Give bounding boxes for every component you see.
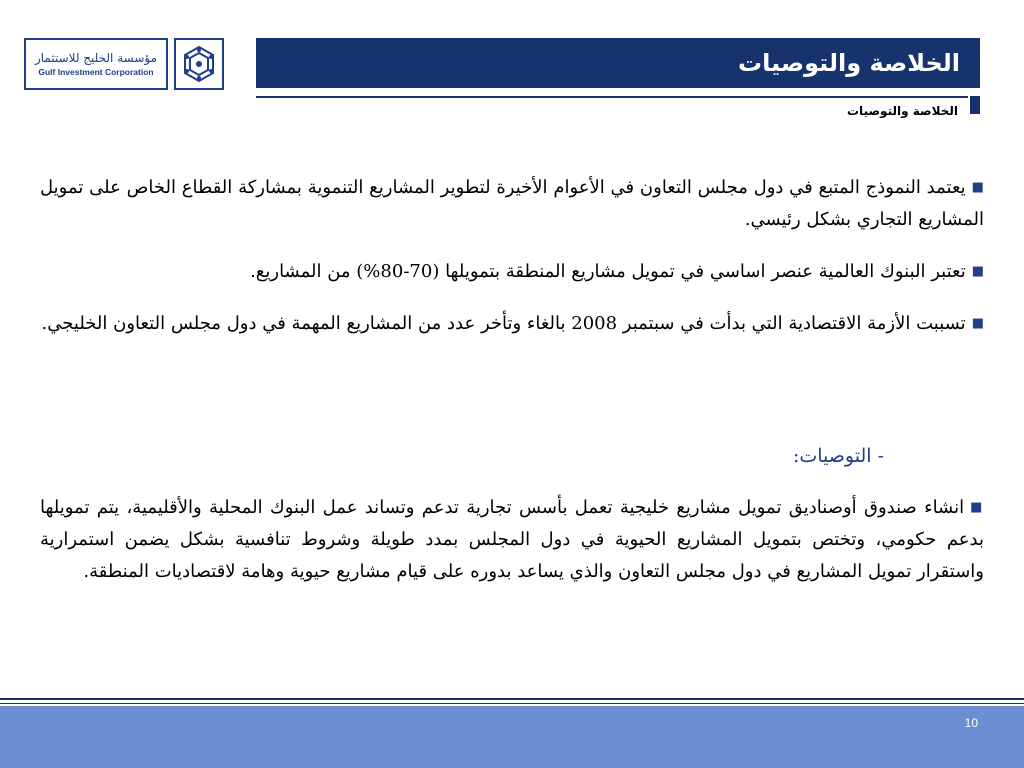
bullet-text: يعتمد النموذج المتبع في دول مجلس التعاون في الأعوام الأخيرة لتطوير المشاريع التنموية بمشاركة القطاع الخاص على تمويل المشاريع التجاري بشكل رئيسي. — [40, 177, 984, 230]
list-item — [40, 308, 984, 340]
summary-list — [40, 172, 984, 236]
recommendation-text: انشاء صندوق أوصناديق تمويل مشاريع خليجية تعمل بأسس تجارية تدعم وتساند عمل البنوك المحلية والأقليمية، يتم تمويلها بدعم حكومي، وتختص بتمويل المشاريع الحيوية في دول المجلس بمدد طويلة وشروط تنافسية بشكل يضمن استمرارية واستقرار تمويل المشاريع في دول مجلس التعاون والذي يساعد بدوره على قيام مشاريع حيوية وهامة لاقتصاديات المنطقة. — [40, 497, 984, 582]
page-title: الخلاصة والتوصيات — [738, 49, 960, 77]
section-subtitle: الخلاصة والتوصيات — [847, 104, 958, 118]
header-divider — [256, 96, 968, 98]
square-bullet-icon: ■ — [970, 500, 984, 515]
square-bullet-icon: ■ — [971, 264, 984, 279]
bullet-text: تعتبر البنوك العالمية عنصر اساسي في تمويل مشاريع المنطقة بتمويلها (70-80%) من المشاريع. — [250, 261, 966, 282]
footer-band — [0, 706, 1024, 768]
square-bullet-icon: ■ — [971, 316, 984, 331]
logo-arabic-name: مؤسسة الخليج للاستثمار — [34, 51, 158, 65]
list-item — [40, 256, 984, 288]
header-bar — [256, 38, 980, 88]
header-accent-square — [970, 96, 980, 114]
list-item — [40, 492, 984, 588]
logo-english-name: Gulf Investment Corporation — [38, 67, 154, 77]
list-item — [40, 172, 984, 236]
recommendations-heading: - التوصيات: — [792, 445, 884, 467]
summary-list-3 — [40, 308, 984, 340]
gic-emblem-icon — [174, 38, 224, 90]
logo-wordmark — [24, 38, 168, 90]
page-number: 10 — [964, 716, 978, 730]
footer-divider — [0, 698, 1024, 700]
company-logo — [24, 38, 222, 90]
footer-divider-thin — [0, 703, 1024, 704]
summary-list-2 — [40, 256, 984, 288]
square-bullet-icon: ■ — [971, 180, 984, 195]
bullet-text: تسببت الأزمة الاقتصادية التي بدأت في سبتمبر 2008 بالغاء وتأخر عدد من المشاريع المهمة في دول مجلس التعاون الخليجي. — [41, 313, 966, 334]
recommendations-list — [40, 492, 984, 588]
